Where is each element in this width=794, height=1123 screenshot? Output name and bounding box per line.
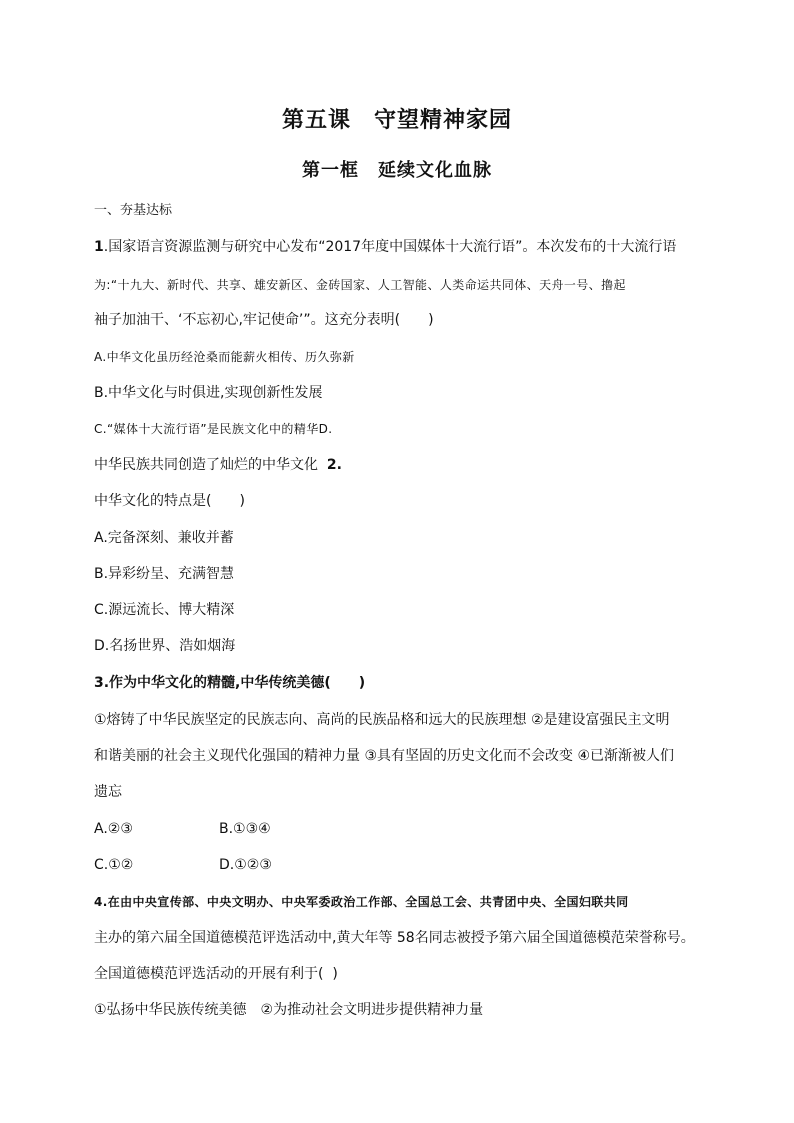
question-3-option-d: D.①②③ xyxy=(219,857,272,873)
question-2-option-a: A.完备深刻、兼收并蓄 xyxy=(94,530,234,546)
question-2-option-d: D.名扬世界、浩如烟海 xyxy=(94,638,236,654)
question-3-line-1: ①熔铸了中华民族坚定的民族志向、高尚的民族品格和远大的民族理想 ②是建设富强民主文明 xyxy=(94,712,670,728)
question-4-line-3: 全国道德模范评选活动的开展有利于( ) xyxy=(94,966,338,982)
question-3-line-3: 遗忘 xyxy=(94,784,122,800)
exercise-section-heading: 一、夯基达标 xyxy=(94,203,173,218)
question-1-line-1 xyxy=(94,238,676,256)
question-3-option-a: A.②③ xyxy=(94,821,133,837)
question-1-line-2: 为:“十九大、新时代、共享、雄安新区、金砖国家、人工智能、人类命运共同体、天舟一号、撸起 xyxy=(94,278,626,292)
question-1-option-b: B.中华文化与时俱进,实现创新性发展 xyxy=(94,385,323,401)
question-3-option-c: C.①② xyxy=(94,857,134,873)
question-1-option-a: A.中华文化虽历经沧桑而能薪火相传、历久弥新 xyxy=(94,350,355,364)
question-2-number: 2. xyxy=(326,457,342,473)
question-2-option-c: C.源远流长、博大精深 xyxy=(94,602,235,618)
question-1-option-d-line xyxy=(94,456,342,474)
question-1-number: 1 xyxy=(94,239,104,255)
question-4-line-1: 4.在由中央宣传部、中央文明办、中央军委政治工作部、全国总工会、共青团中央、全国妇联共同 xyxy=(94,895,629,909)
question-1-line-3: 袖子加油干、‘不忘初心,牢记使命’”。这充分表明( ) xyxy=(94,312,434,328)
question-3-stem: 3.作为中华文化的精髓,中华传统美德( ) xyxy=(94,675,366,691)
section-subtitle: 第一框 延续文化血脉 xyxy=(302,160,492,181)
question-1-option-d: 中华民族共同创造了灿烂的中华文化 xyxy=(94,457,318,473)
question-2-stem: 中华文化的特点是( ) xyxy=(94,493,245,509)
question-4-line-4: ①弘扬中华民族传统美德 ②为推动社会文明进步提供精神力量 xyxy=(94,1002,484,1018)
lesson-title: 第五课 守望精神家园 xyxy=(281,108,512,133)
question-1-option-c: C.“媒体十大流行语”是民族文化中的精华D. xyxy=(94,422,333,436)
question-4-line-2: 主办的第六届全国道德模范评选活动中,黄大年等 58名同志被授予第六届全国道德模范荣誉称号。 xyxy=(94,930,695,946)
question-3-line-2: 和谐美丽的社会主义现代化强国的精神力量 ③具有坚固的历史文化而不会改变 ④已渐渐被人们 xyxy=(94,748,674,764)
question-2-option-b: B.异彩纷呈、充满智慧 xyxy=(94,566,235,582)
question-3-option-b: B.①③④ xyxy=(219,821,271,837)
question-1-text: .国家语言资源监测与研究中心发布“2017年度中国媒体十大流行语”。本次发布的十大流行语 xyxy=(103,239,677,255)
